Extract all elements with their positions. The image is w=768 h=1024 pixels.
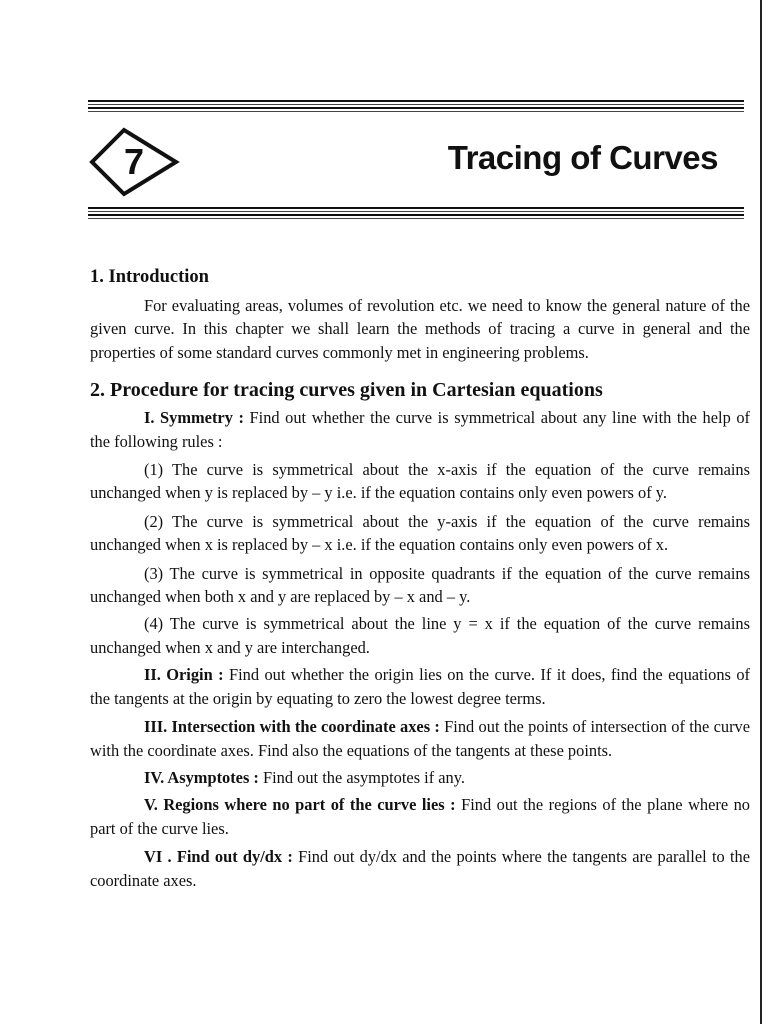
paragraph-symmetry: I. Symmetry : Find out whether the curve is symmetrical about any line with the help of the following rules : — [90, 408, 751, 451]
paragraph-dydx: VI . Find out dy/dx : Find out dy/dx and the points where the tangents are parallel to the coordinate axes. — [90, 847, 750, 890]
chapter-badge — [88, 126, 180, 198]
page-content — [90, 264, 750, 896]
paragraph-regions: V. Regions where no part of the curve lies : Find out the regions of the plane where no part of the curve lies. — [90, 795, 750, 838]
paragraph-rule-4: (4) The curve is symmetrical about the line y = x if the equation of the curve remains unchanged when x and y are interchanged. — [90, 614, 750, 657]
chapter-title: Tracing of Curves — [447, 139, 718, 176]
chapter-number: 7 — [123, 141, 145, 182]
page-edge-line — [760, 0, 762, 1024]
introduction-paragraph: For evaluating areas, volumes of revolution etc. we need to know the general nature of the given curve. In this chapter we shall learn the methods of tracing a curve in general and the properties of some standard curves commonly met in engineering problems. — [90, 296, 750, 362]
paragraph-rule-1: (1) The curve is symmetrical about the x-axis if the equation of the curve remains unchanged when y is replaced by – y i.e. if the equation contains only even powers of y. — [90, 460, 750, 503]
section-heading-introduction: 1. Introduction — [90, 267, 209, 287]
section-heading-procedure: 2. Procedure for tracing curves given in Cartesian equations — [90, 379, 603, 402]
paragraph-rule-2: (2) The curve is symmetrical about the y-axis if the equation of the curve remains unchanged when x is replaced by – x i.e. if the equation contains only even powers of x. — [90, 511, 750, 555]
paragraph-asymptotes: IV. Asymptotes : Find out the asymptotes if any. — [144, 767, 465, 787]
paragraph-intersection: III. Intersection with the coordinate axes : Find out the points of intersection of the curve with the coordinate axes. Find also the equations of the tangents at these points. — [90, 717, 750, 760]
paragraph-rule-3: (3) The curve is symmetrical in opposite quadrants if the equation of the curve remains unchanged when both x and y are replaced by – x and – y. — [90, 563, 750, 607]
paragraph-origin: II. Origin : Find out whether the origin lies on the curve. If it does, find the equations of the tangents at the origin by equating to zero the lowest degree terms. — [90, 665, 750, 708]
header-rule-bottom — [88, 207, 744, 221]
header-rule-top — [88, 100, 744, 114]
